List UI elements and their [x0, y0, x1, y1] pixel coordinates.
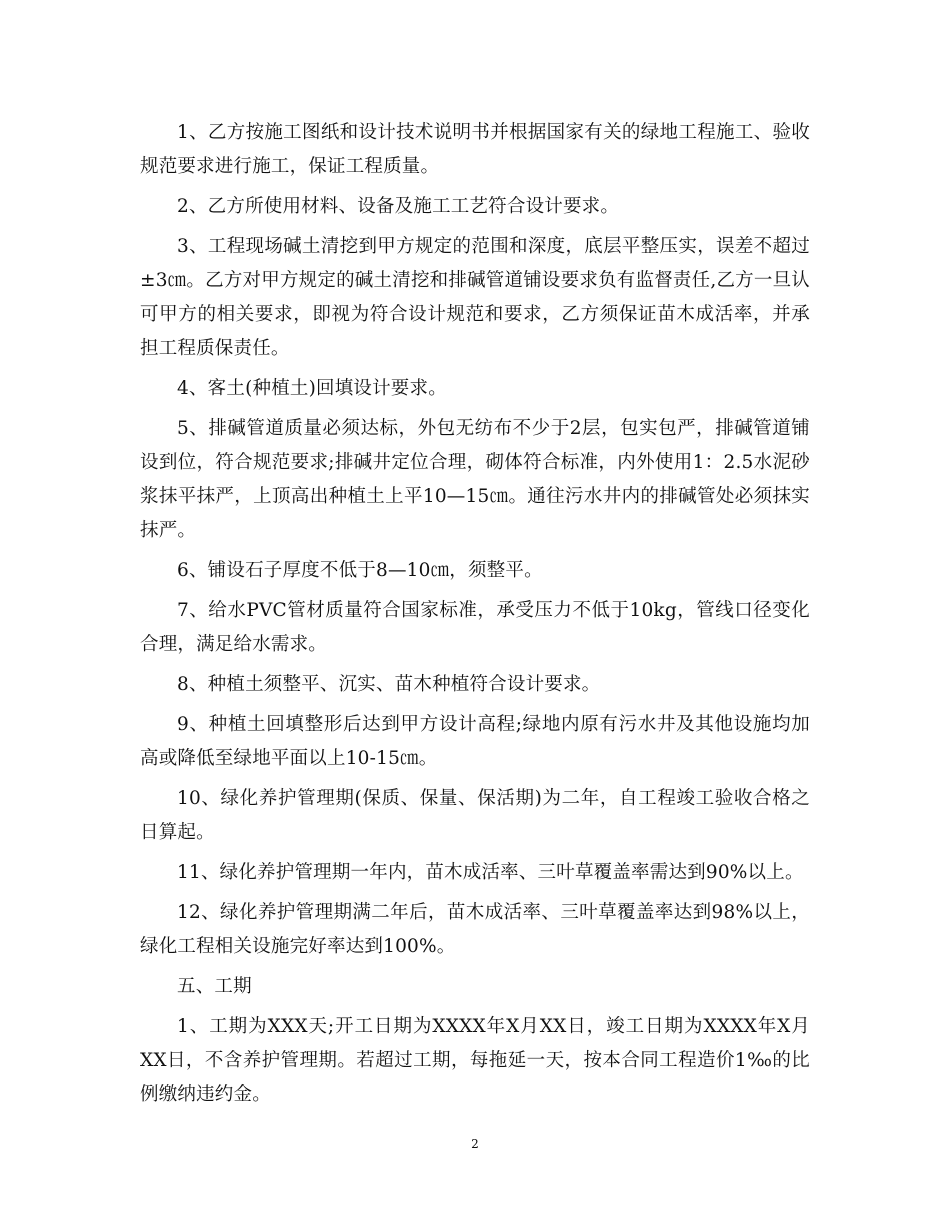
clause-2: 2、乙方所使用材料、设备及施工工艺符合设计要求。: [177, 196, 620, 217]
document-body: [140, 116, 810, 1112]
clause-12: 12、绿化养护管理期满二年后，苗木成活率、三叶草覆盖率达到98%以上，绿化工程相关设施完好率达到100%。: [140, 902, 810, 957]
clause-7: 7、给水PVC管材质量符合国家标准，承受压力不低于10kg，管线口径变化合理，满足给水需求。: [140, 600, 810, 655]
page-number: 2: [471, 1137, 479, 1151]
clause-8: 8、种植土须整平、沉实、苗木种植符合设计要求。: [177, 674, 601, 695]
clause-3: 3、工程现场碱土清挖到甲方规定的范围和深度，底层平整压实，误差不超过±3㎝。乙方对甲方规定的碱土清挖和排碱管道铺设要求负有监督责任,乙方一旦认可甲方的相关要求，即视为符合设计规范和要求，乙方须保证苗木成活率，并承担工程质保责任。: [140, 236, 810, 359]
clause-10: 10、绿化养护管理期(保质、保量、保活期)为二年，自工程竣工验收合格之日算起。: [140, 788, 810, 843]
clause-4: 4、客土(种植土)回填设计要求。: [177, 378, 447, 399]
clause-1: 1、乙方按施工图纸和设计技术说明书并根据国家有关的绿地工程施工、验收规范要求进行施工，保证工程质量。: [140, 122, 810, 177]
clause-6: 6、铺设石子厚度不低于8—10㎝，须整平。: [177, 560, 543, 581]
schedule-clause-1: 1、工期为XXX天;开工日期为XXXX年X月XX日，竣工日期为XXXX年X月XX日，不含养护管理期。若超过工期，每拖延一天，按本合同工程造价1‰的比例缴纳违约金。: [140, 1016, 810, 1105]
clause-11: 11、绿化养护管理期一年内，苗木成活率、三叶草覆盖率需达到90%以上。: [177, 862, 804, 883]
clause-5: 5、排碱管道质量必须达标，外包无纺布不少于2层，包实包严，排碱管道铺设到位，符合规范要求;排碱井定位合理，砌体符合标准，内外使用1：2.5水泥砂浆抹平抹严，上顶高出种植土上平10—15㎝。通往污水井内的排碱管处必须抹实抹严。: [140, 418, 810, 541]
section-heading-schedule: 五、工期: [177, 976, 252, 997]
clause-9: 9、种植土回填整形后达到甲方设计高程;绿地内原有污水井及其他设施均加高或降低至绿地平面以上10-15㎝。: [140, 714, 810, 769]
